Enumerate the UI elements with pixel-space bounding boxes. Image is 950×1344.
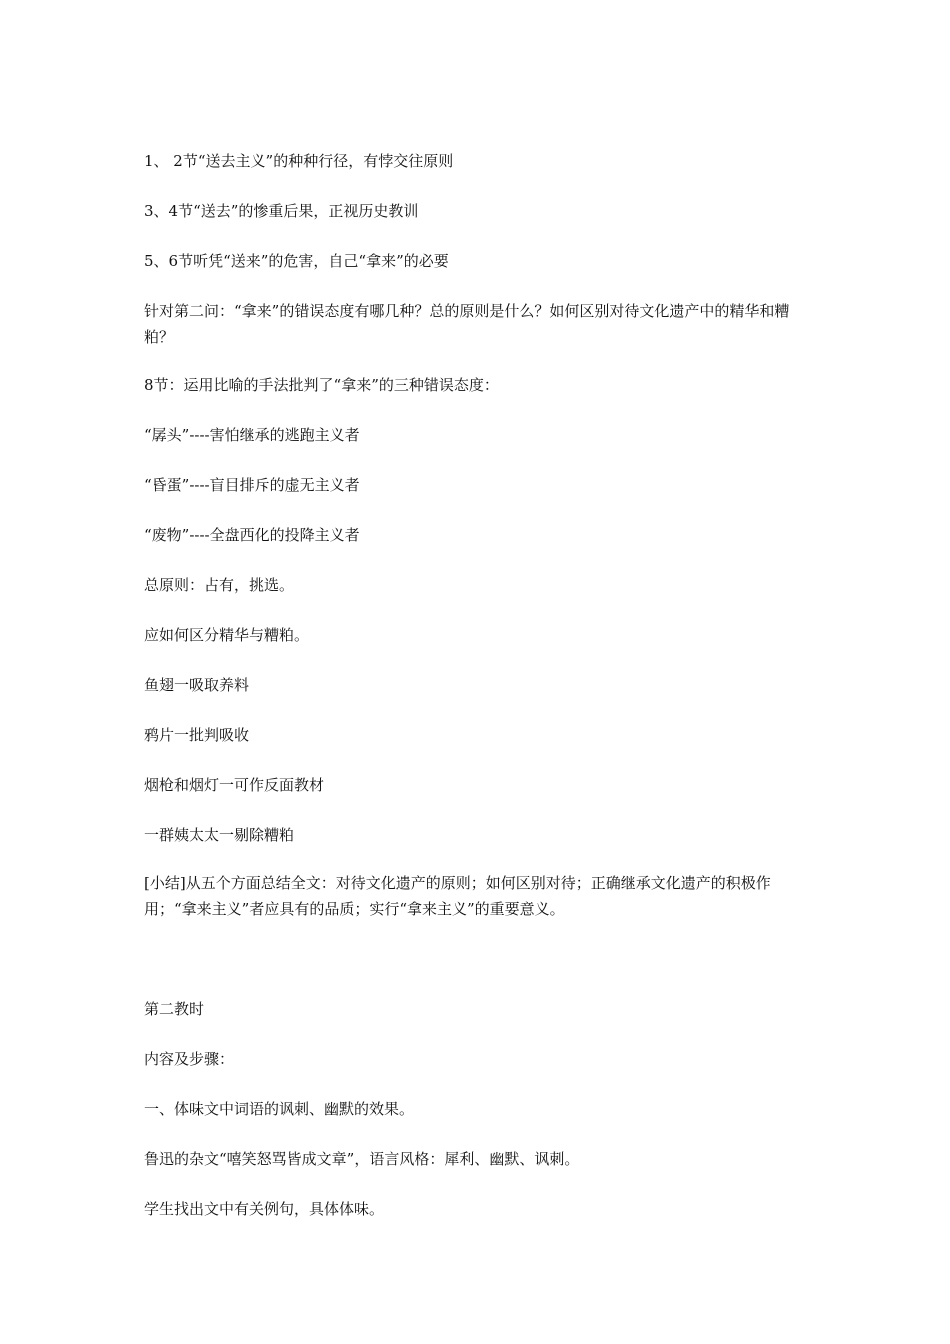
paragraph-example-3: 烟枪和烟灯一可作反面教材 xyxy=(144,776,325,794)
paragraph-second-question: 针对第二问：“拿来”的错误态度有哪几种？总的原则是什么？如何区别对待文化遗产中的精华和糟粕？ xyxy=(144,302,790,346)
section-heading-second-lesson: 第二教时 xyxy=(144,1000,205,1018)
paragraph-sections-5-6: 5、6节听凭“送来”的危害，自己“拿来”的必要 xyxy=(144,252,449,270)
paragraph-content-steps: 内容及步骤： xyxy=(144,1050,235,1068)
paragraph-example-1: 鱼翅一吸取养料 xyxy=(144,676,250,694)
paragraph-distinguish: 应如何区分精华与糟粕。 xyxy=(144,626,310,644)
paragraph-example-2: 鸦片一批判吸收 xyxy=(144,726,250,744)
paragraph-sections-3-4: 3、4节“送去”的惨重后果，正视历史教训 xyxy=(144,202,419,220)
paragraph-attitude-1: “孱头”----害怕继承的逃跑主义者 xyxy=(144,426,360,444)
paragraph-student-task: 学生找出文中有关例句，具体体味。 xyxy=(144,1200,385,1218)
paragraph-attitude-3: “废物”----全盘西化的投降主义者 xyxy=(144,526,360,544)
paragraph-section-8: 8节：运用比喻的手法批判了“拿来”的三种错误态度： xyxy=(144,376,499,394)
paragraph-summary: [小结]从五个方面总结全文：对待文化遗产的原则；如何区别对待；正确继承文化遗产的积极作用；“拿来主义”者应具有的品质；实行“拿来主义”的重要意义。 xyxy=(144,874,771,918)
paragraph-attitude-2: “昏蛋”----盲目排斥的虚无主义者 xyxy=(144,476,360,494)
paragraph-general-principle: 总原则：占有，挑选。 xyxy=(144,576,295,594)
paragraph-step-1: 一、体味文中词语的讽刺、幽默的效果。 xyxy=(144,1100,415,1118)
paragraph-example-4: 一群姨太太一剔除糟粕 xyxy=(144,826,295,844)
paragraph-style: 鲁迅的杂文“嘻笑怒骂皆成文章”，语言风格：犀利、幽默、讽刺。 xyxy=(144,1150,580,1168)
paragraph-sections-1-2: 1、 2节“送去主义”的种种行径，有悖交往原则 xyxy=(144,152,454,170)
